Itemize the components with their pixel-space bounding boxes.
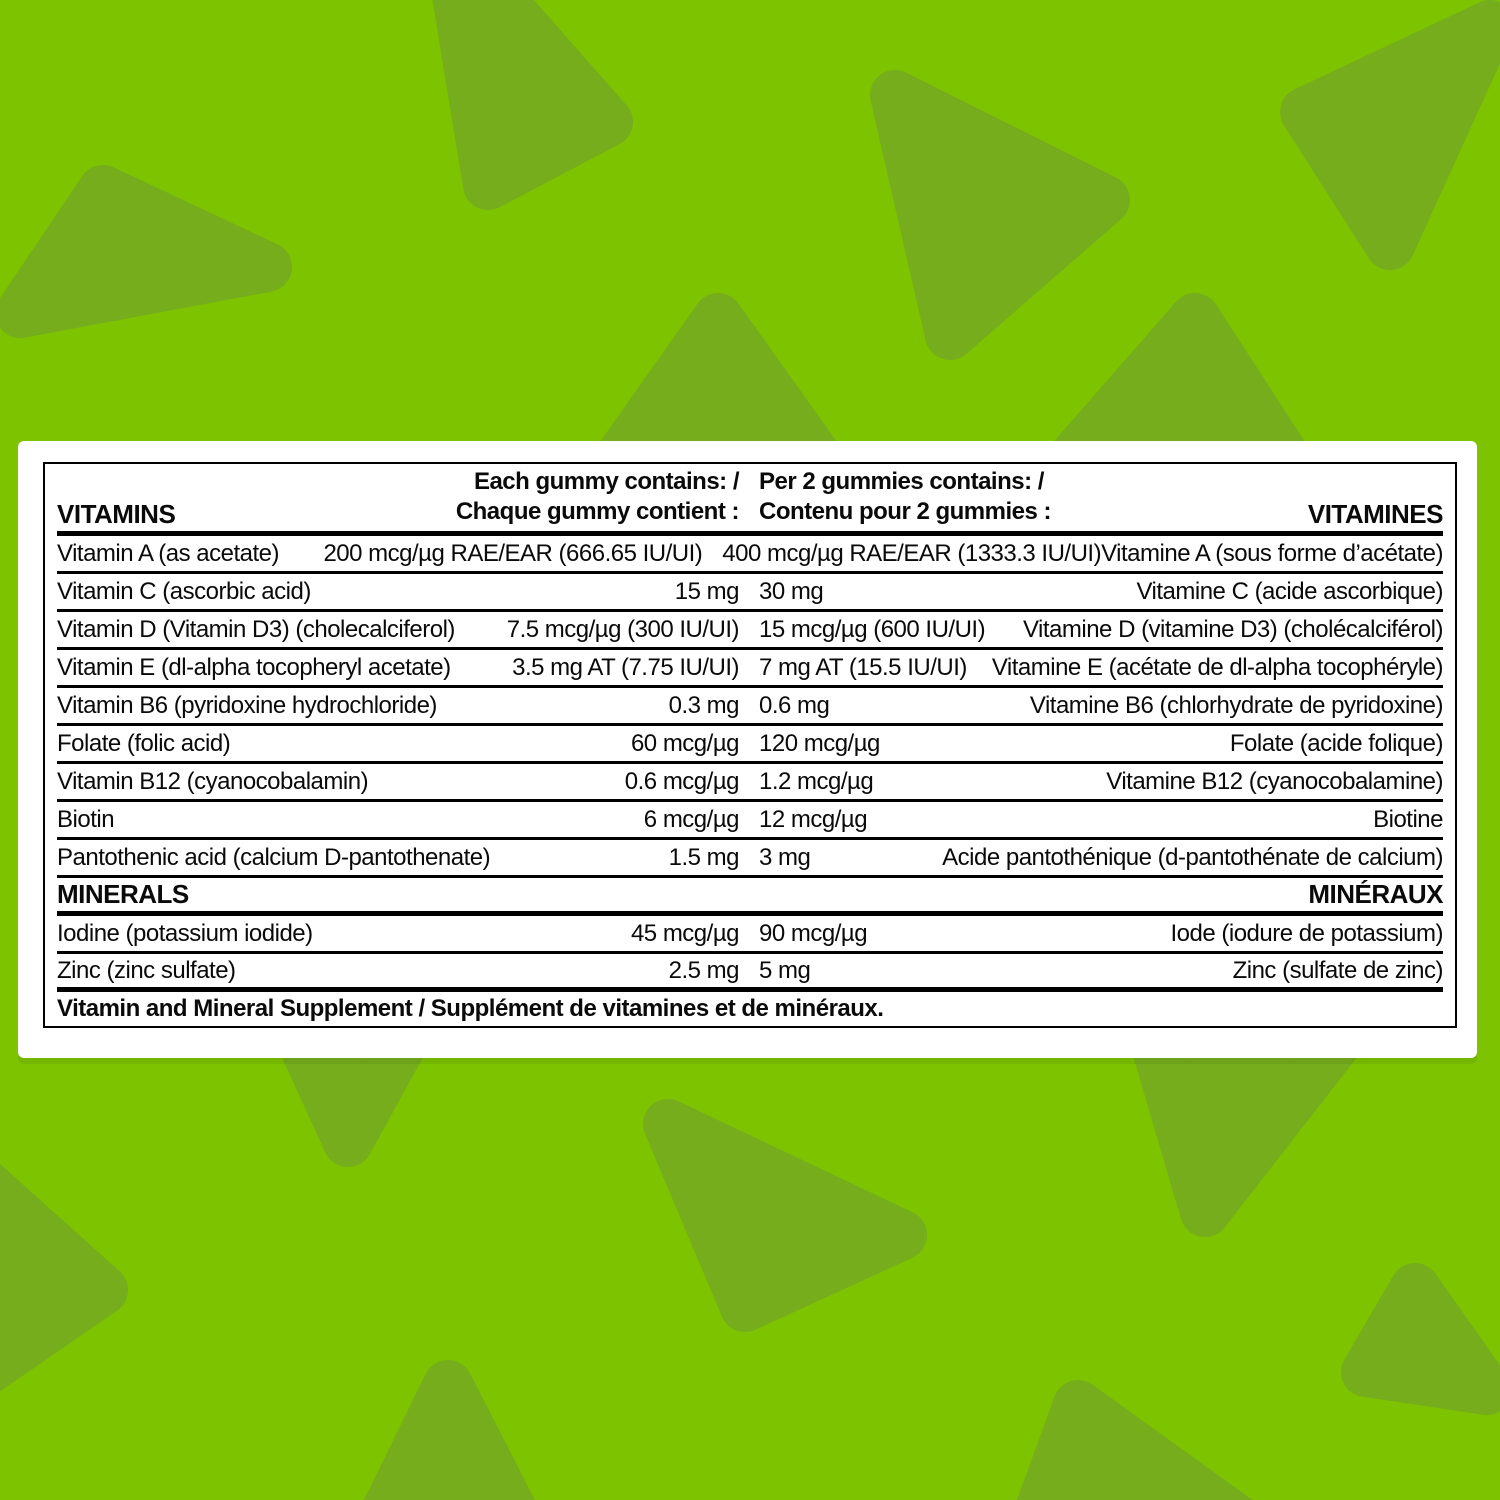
triangle-shape [448,0,608,185]
amount-per-2-gummies: 5 mg [759,956,811,984]
amount-per-gummy: 2.5 mg [668,956,739,984]
table-row [57,764,1443,802]
amount-per-2-gummies: 30 mg [759,577,824,605]
nutrient-name-en: Vitamin B12 (cyanocobalamin) [57,767,369,795]
header-right-half [739,467,1443,531]
nutrient-name-fr: Biotine [1373,805,1443,833]
amount-per-2-gummies: 7 mg AT (15.5 IU/UI) [759,653,967,681]
nutrient-name-en: Folate (folic acid) [57,729,231,757]
mineral-rows-group [57,916,1443,992]
table-row [57,916,1443,954]
per-2-gummies-line-en: Per 2 gummies contains: / [759,468,1044,495]
amount-per-gummy: 0.6 mcg/µg [624,767,739,795]
table-row [57,536,1443,574]
table-row [57,726,1443,764]
supplement-facts-table [43,462,1457,1028]
each-gummy-line-fr: Chaque gummy contient : [455,498,739,525]
table-row [57,574,1443,612]
header-left-half [57,467,739,531]
nutrient-name-en: Biotin [57,805,115,833]
nutrient-name-en: Vitamin A (as acetate) [57,539,280,567]
amount-per-gummy: 7.5 mcg/µg (300 IU/UI) [506,615,739,643]
nutrient-name-fr: Zinc (sulfate de zinc) [1232,956,1443,984]
nutrient-name-fr: Folate (acide folique) [1229,729,1443,757]
triangle-shape [895,95,1105,335]
amount-per-gummy: 200 mcg/µg RAE/EAR (666.65 IU/UI) [323,539,703,567]
table-row [57,954,1443,992]
amount-per-gummy: 1.5 mg [668,843,739,871]
triangle-shape [1366,1288,1487,1390]
triangle-shape [668,1124,902,1307]
amount-per-2-gummies: 400 mcg/µg RAE/EAR (1333.3 IU/UI) [722,539,1102,567]
per-2-gummies-line-fr: Contenu pour 2 gummies : [759,498,1052,525]
supplement-facts-panel [18,441,1477,1058]
nutrient-name-en: Zinc (zinc sulfate) [57,956,236,984]
nutrient-name-en: Vitamin C (ascorbic acid) [57,577,311,605]
amount-per-2-gummies: 1.2 mcg/µg [759,767,874,795]
minerals-header-left [57,878,739,911]
amount-per-2-gummies: 120 mcg/µg [759,729,880,757]
table-row [57,650,1443,688]
minerals-header-right [739,878,1443,911]
triangle-shape [1020,1405,1300,1500]
column-header-per-2-gummies [759,467,1051,527]
vitamin-rows-group [57,536,1443,878]
triangle-shape [20,190,267,313]
amount-per-2-gummies: 0.6 mg [759,691,830,719]
amount-per-2-gummies: 12 mcg/µg [759,805,868,833]
amount-per-2-gummies: 90 mcg/µg [759,919,868,947]
nutrient-name-fr: Acide pantothénique (d-pantothénate de calcium) [942,843,1443,871]
minerals-section-title-en: MINERALS [57,879,189,909]
nutrient-name-en: Vitamin D (Vitamin D3) (cholecalciferol) [57,615,455,643]
nutrient-name-en: Vitamin E (dl-alpha tocopheryl acetate) [57,653,451,681]
nutrient-name-fr: Vitamine B6 (chlorhydrate de pyridoxine) [1029,691,1443,719]
triangle-shape [1305,25,1490,245]
amount-per-2-gummies: 3 mg [759,843,811,871]
nutrient-name-fr: Vitamine D (vitamine D3) (cholécalciférol) [1022,615,1443,643]
amount-per-gummy: 0.3 mg [668,691,739,719]
table-row [57,612,1443,650]
nutrient-name-en: Iodine (potassium iodide) [57,919,313,947]
minerals-section-title-fr: MINÉRAUX [1308,879,1443,909]
column-header-each-gummy [456,467,739,527]
amount-per-gummy: 6 mcg/µg [643,805,739,833]
supplement-footnote: Vitamin and Mineral Supplement / Supplément de vitamines et de minéraux. [57,995,884,1022]
table-row [57,688,1443,726]
nutrient-name-en: Vitamin B6 (pyridoxine hydrochloride) [57,691,437,719]
table-row [57,802,1443,840]
nutrient-name-fr: Vitamine A (sous forme d’acétate) [1101,539,1443,567]
nutrient-name-fr: Vitamine E (acétate de dl-alpha tocophéryle) [991,653,1443,681]
amount-per-gummy: 3.5 mg AT (7.75 IU/UI) [512,653,739,681]
amount-per-gummy: 45 mcg/µg [630,919,739,947]
nutrient-name-en: Pantothenic acid (calcium D-pantothenate) [57,843,491,871]
triangle-shape [0,1148,103,1392]
each-gummy-line-en: Each gummy contains: / [473,468,739,495]
amount-per-gummy: 60 mcg/µg [630,729,739,757]
table-header-row [57,464,1443,536]
nutrient-name-fr: Vitamine B12 (cyanocobalamine) [1106,767,1443,795]
table-row [57,840,1443,878]
nutrient-name-fr: Iode (iodure de potassium) [1170,919,1443,947]
amount-per-2-gummies: 15 mcg/µg (600 IU/UI) [759,615,986,643]
amount-per-gummy: 15 mg [674,577,739,605]
vitamins-section-title-fr: VITAMINES [1307,499,1443,529]
minerals-header-row [57,878,1443,916]
triangle-shape [360,1385,540,1500]
vitamins-section-title-en: VITAMINS [57,499,176,529]
nutrient-name-fr: Vitamine C (acide ascorbique) [1136,577,1443,605]
